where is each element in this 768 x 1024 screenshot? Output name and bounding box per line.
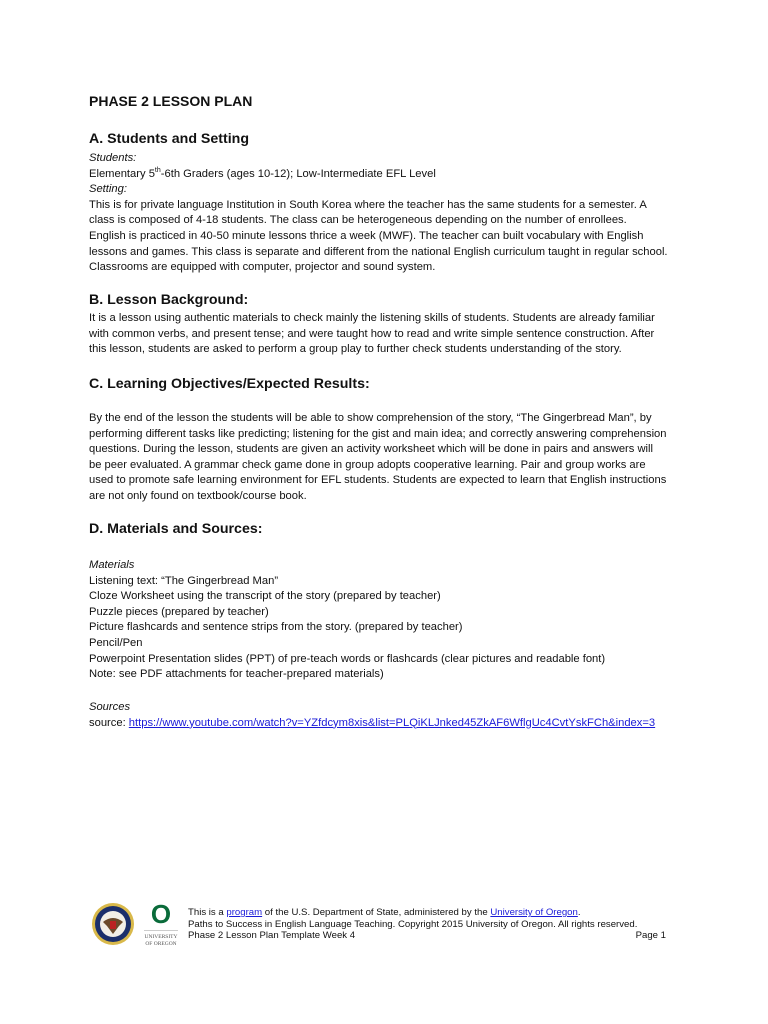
- body-line: with common verbs, and present tense; and were taught how to read and write simple sentence construction. After: [89, 327, 655, 340]
- material-item: Note: see PDF attachments for teacher-prepared materials): [89, 668, 384, 681]
- logo-text: UNIVERSITY: [144, 934, 178, 940]
- sources-label: Sources: [89, 701, 131, 713]
- setting-line: class is composed of 4-18 students. The class can be heterogeneous depending on the number of enrollees.: [89, 214, 627, 227]
- footer-line-1: [188, 907, 666, 919]
- source-prefix: source:: [89, 716, 129, 729]
- material-item: Pencil/Pen: [89, 636, 143, 649]
- students-post: -6th Graders (ages 10-12); Low-Intermediate EFL Level: [160, 167, 436, 180]
- body-line: questions. During the lesson, students are given an activity worksheet which will be done in pairs and answers will: [89, 443, 654, 456]
- body-line: It is a lesson using authentic materials to check mainly the listening skills of students. Students are already familiar: [89, 312, 655, 324]
- sources: [89, 700, 729, 731]
- students-text: [89, 167, 729, 183]
- body-line: performing different tasks like predicting; listening for the gist and main idea; and correctly answering comprehension: [89, 427, 667, 440]
- setting-label: Setting:: [89, 183, 127, 196]
- section-b-body: [89, 311, 729, 358]
- logo-text: OF OREGON: [145, 941, 177, 947]
- footer-text-part: of the U.S. Department of State, administered by the: [262, 907, 491, 918]
- page-title: PHASE 2 LESSON PLAN: [89, 93, 253, 109]
- materials-label: Materials: [89, 559, 135, 571]
- section-c-body: [89, 411, 729, 505]
- section-a-body: [89, 151, 729, 276]
- source-link[interactable]: https://www.youtube.com/watch?v=YZfdcym8xis&list=PLQiKLJnked45ZkAF6WflgUc4CvtYskFCh&index=3: [128, 716, 656, 729]
- material-item: Powerpoint Presentation slides (PPT) of pre-teach words or flashcards (clear pictures and readable font): [89, 652, 606, 665]
- template-name: Phase 2 Lesson Plan Template Week 4: [188, 930, 356, 942]
- body-line: By the end of the lesson the students will be able to show comprehension of the story, “The Gingerbread Man”, by: [89, 412, 652, 424]
- section-a-heading: A. Students and Setting: [89, 131, 250, 147]
- state-department-seal-icon: [91, 902, 135, 946]
- footer-text: [188, 907, 666, 942]
- section-d-heading: D. Materials and Sources:: [89, 521, 263, 537]
- students-label: Students:: [89, 152, 137, 164]
- section-b-heading: B. Lesson Background:: [89, 292, 249, 308]
- footer-text-part: This is a: [188, 907, 227, 918]
- body-line: be peer evaluated. A grammar check game done in group adopts cooperative learning. Pair and group works are: [89, 458, 646, 471]
- material-item: Picture flashcards and sentence strips from the story. (prepared by teacher): [89, 621, 463, 634]
- university-of-oregon-link[interactable]: University of Oregon: [490, 907, 578, 918]
- program-link[interactable]: program: [226, 907, 263, 918]
- page-number: Page 1: [635, 930, 666, 942]
- setting-line: lessons and games. This class is separate and different from the national English curriculum taught in regular school.: [89, 245, 668, 258]
- students-pre: Elementary 5: [89, 167, 155, 180]
- body-line: this lesson, students are asked to perform a group play to further check students understanding of the story.: [89, 343, 622, 356]
- footer-text-part: .: [577, 907, 581, 918]
- footer: [88, 898, 668, 954]
- body-line: are not only found on textbook/course book.: [89, 489, 307, 502]
- setting-line: This is for private language Institution in South Korea where the teacher has the same students for a semester. A: [89, 198, 647, 211]
- material-item: Listening text: “The Gingerbread Man”: [89, 574, 279, 587]
- setting-line: Classrooms are equipped with computer, projector and sound system.: [89, 261, 436, 274]
- logo-o: O: [150, 899, 172, 929]
- materials-list: [89, 558, 729, 683]
- material-item: Puzzle pieces (prepared by teacher): [89, 605, 269, 618]
- footer-line-2: Paths to Success in English Language Teaching. Copyright 2015 University of Oregon. All rights reserved.: [188, 918, 638, 930]
- source-line: [89, 716, 729, 732]
- footer-line-3: [188, 930, 666, 942]
- university-of-oregon-logo: [140, 900, 182, 948]
- section-c-heading: C. Learning Objectives/Expected Results:: [89, 376, 370, 392]
- setting-line: English is practiced in 40-50 minute lessons thrice a week (MWF). The teacher can built vocabulary with English: [89, 229, 644, 242]
- body-line: used to promote safe learning environment for EFL students. Students are expected to learn that English instructions: [89, 474, 667, 487]
- material-item: Cloze Worksheet using the transcript of the story (prepared by teacher): [89, 590, 441, 603]
- students-sup: th: [154, 166, 161, 174]
